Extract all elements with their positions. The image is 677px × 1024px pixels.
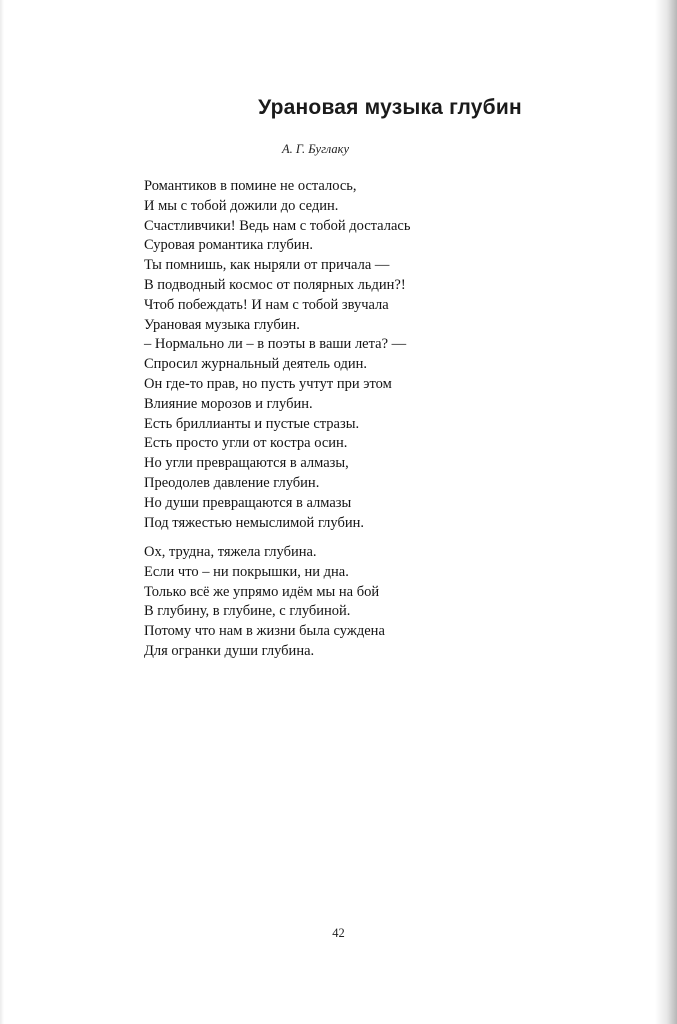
poem-line: Суровая романтика глубин. bbox=[144, 237, 313, 254]
page-left-edge bbox=[0, 0, 4, 1024]
poem-line: Только всё же упрямо идём мы на бой bbox=[144, 583, 380, 600]
poem-line: Преодолев давление глубин. bbox=[144, 474, 320, 491]
poem-line: – Нормально ли – в поэты в ваши лета? — bbox=[144, 336, 407, 353]
poem-dedication: А. Г. Буглаку bbox=[282, 142, 350, 156]
poem-line: И мы с тобой дожили до седин. bbox=[144, 197, 339, 214]
poem-line: Урановая музыка глубин. bbox=[144, 316, 300, 333]
poem-line: Потому что нам в жизни была суждена bbox=[144, 623, 385, 640]
poem-line: Влияние морозов и глубин. bbox=[144, 395, 313, 412]
poem-line: В подводный космос от полярных льдин?! bbox=[144, 276, 406, 293]
page-number: 42 bbox=[332, 926, 345, 940]
poem-line: Счастливчики! Ведь нам с тобой досталась bbox=[144, 217, 411, 234]
poem-line: Ох, трудна, тяжела глубина. bbox=[144, 544, 317, 560]
page-gutter-shadow bbox=[655, 0, 677, 1024]
poem-line: Ты помнишь, как ныряли от причала — bbox=[144, 257, 390, 274]
poem-line: Он где-то прав, но пусть учтут при этом bbox=[144, 375, 392, 392]
poem-line: Романтиков в помине не осталось, bbox=[144, 178, 357, 194]
stanza-1 bbox=[144, 177, 410, 533]
poem-line: Если что – ни покрышки, ни дна. bbox=[144, 563, 349, 580]
poem-title: Урановая музыка глубин bbox=[258, 96, 522, 119]
poem-line: Спросил журнальный деятель один. bbox=[144, 356, 368, 373]
poem-line: Под тяжестью немыслимой глубин. bbox=[144, 514, 364, 531]
poem-line: Есть бриллианты и пустые стразы. bbox=[144, 415, 360, 432]
stanza-2 bbox=[144, 543, 385, 662]
poem-line: Но угли превращаются в алмазы, bbox=[144, 455, 349, 472]
poem-line: Для огранки души глубина. bbox=[144, 642, 315, 659]
poem-line: Но души превращаются в алмазы bbox=[144, 494, 352, 511]
poem-line: В глубину, в глубине, с глубиной. bbox=[144, 603, 351, 620]
poem-line: Есть просто угли от костра осин. bbox=[144, 435, 348, 452]
poem-line: Чтоб побеждать! И нам с тобой звучала bbox=[144, 296, 389, 313]
